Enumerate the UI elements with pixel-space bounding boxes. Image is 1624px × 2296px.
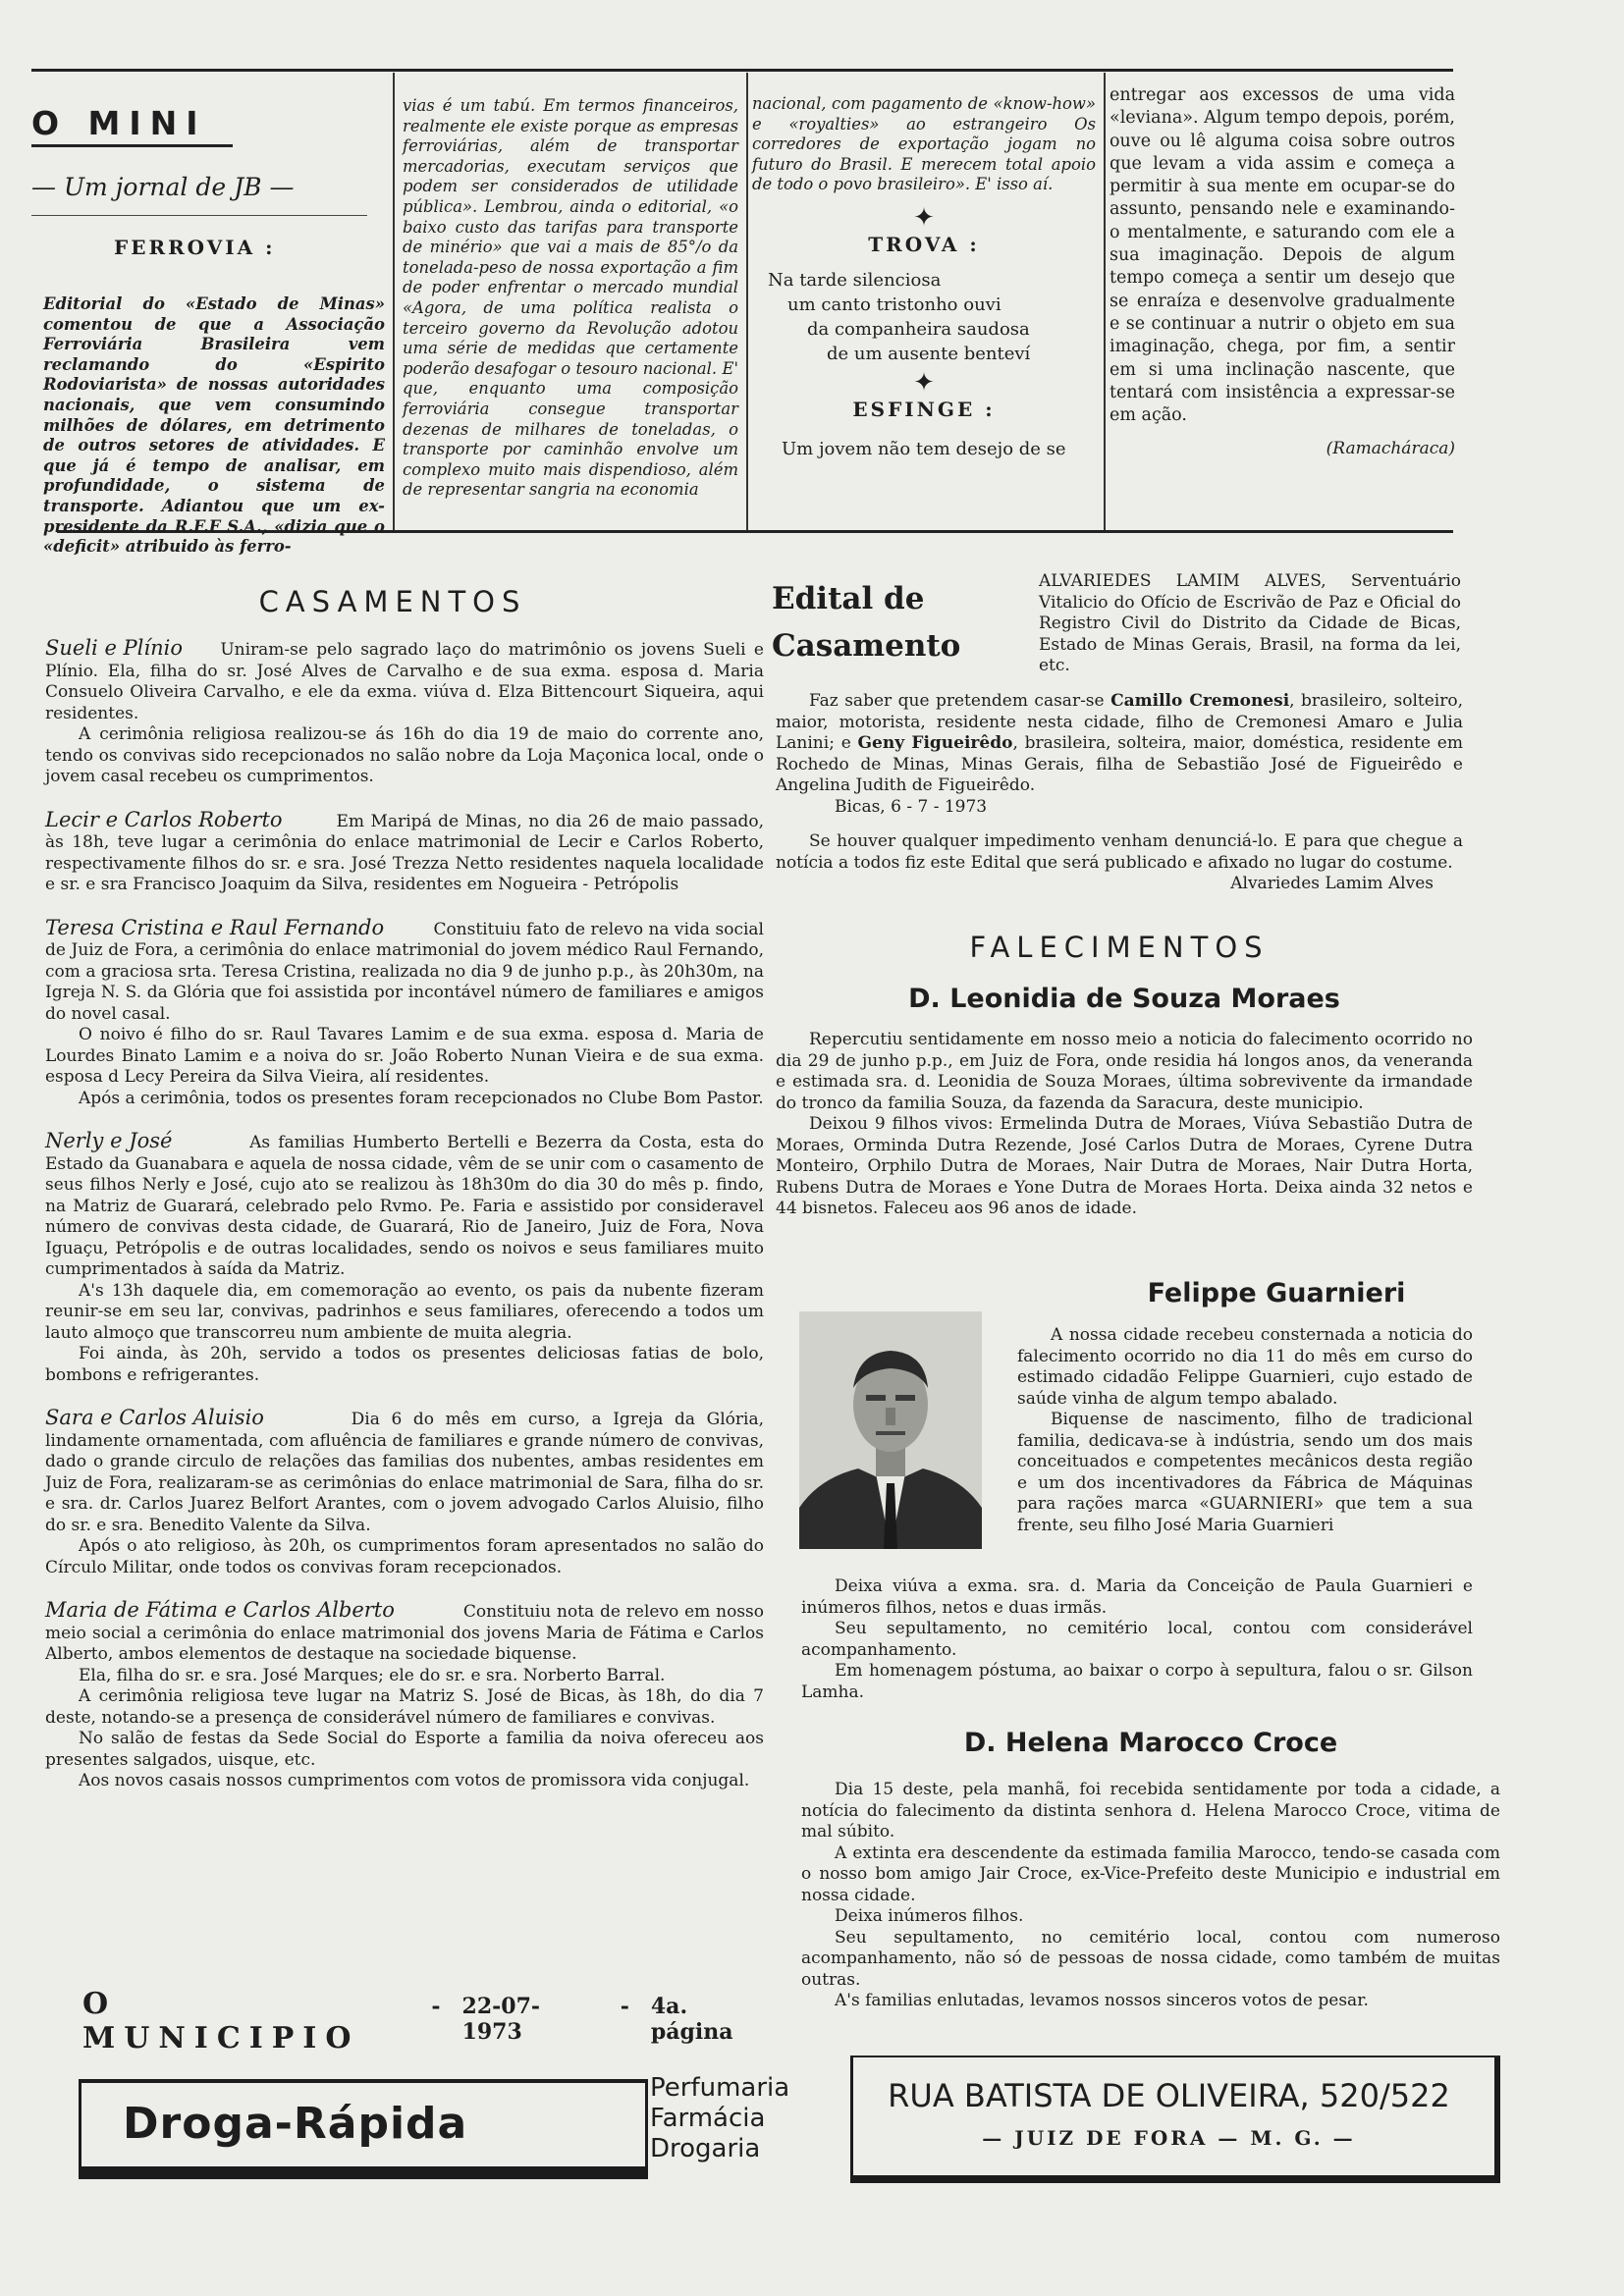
trova-line: da companheira saudosa <box>807 318 1030 340</box>
edital-title-line: Edital de <box>772 581 925 616</box>
newspaper-date: 22-07-1973 <box>461 1994 541 2045</box>
obit-entry <box>801 1728 1500 2012</box>
groom-name: Camillo Cremonesi <box>1110 691 1290 711</box>
ferrovia-heading: FERROVIA : <box>114 236 276 259</box>
wedding-text: As familias Humberto Bertelli e Bezerra da Costa, esta do Estado da Guanabara e aquela de nossa cidade, vêm de se unir com o casamento de seus filhos Nerly e José, cujo ato se realizou às 18h30m do dia 30 do mês p. findo, na Matriz de Guarará, celebrado pelo Rvmo. Pe. Faria e assistido por consideravel número de convivas desta cidade, de Guarará, Rio de Janeiro, Juiz de Fora, Nova Iguaçu, Petrópolis e de outras localidades, sendo os noivos e seus familiares muito cumprimentados à saída da Matriz. <box>45 1133 765 1279</box>
obit-name: Felippe Guarnieri <box>1147 1278 1406 1308</box>
obit-entry-continued <box>801 1576 1473 1703</box>
esfinge-author: (Ramacháraca) <box>1326 439 1455 459</box>
obit-paragraph: Deixou 9 filhos vivos: Ermelinda Dutra de Moraes, Viúva Sebastião Dutra de Moraes, Orminda Dutra Rezende, José Carlos Dutra de Moraes, Cyrene Dutra Monteiro, Orphilo Dutra de Moraes, Nair Dutra de Moraes, Nair Dutra Horta, Rubens Dutra de Moraes e Yone Dutra de Moraes Horta. Deixa ainda 32 netos e 44 bisnetos. Faleceu aos 96 anos de idade. <box>776 1114 1473 1218</box>
edital-notice: Se houver qualquer impedimento venham denunciá-lo. E para que chegue a notícia a todos fiz este Edital que será publicado e afixado no lugar do costume. <box>776 831 1463 873</box>
wedding-entry <box>45 1408 764 1578</box>
obit-paragraph: Repercutiu sentidamente em nosso meio a noticia do falecimento ocorrido no dia 29 de junho p.p., em Juiz de Fora, onde residia há longos anos, da veneranda e estimada sra. d. Leonidia de Souza Moraes, última sobrevivente da irmandade do tronco da familia Souza, da fazenda da Saracura, deste municipio. <box>776 1030 1473 1113</box>
divider <box>746 73 748 530</box>
casamentos-list <box>45 638 764 1792</box>
diamond-ornament-icon: ✦ <box>913 367 935 398</box>
edital-intro: ALVARIEDES LAMIM ALVES, Serventuário Vitalicio do Ofício de Escrivão de Paz e Oficial do Registro Civil do Distrito da Cidade de Bicas, Estado de Minas Gerais, Brasil, na forma da lei, etc. <box>1039 571 1461 675</box>
top-rule <box>31 69 1453 72</box>
wedding-names: Nerly e José <box>45 1129 173 1152</box>
casamentos-title: CASAMENTOS <box>258 585 527 618</box>
obit-paragraph: A's familias enlutadas, levamos nossos sinceros votos de pesar. <box>835 1991 1369 2010</box>
wedding-text: Uniram-se pelo sagrado laço do matrimônio os jovens Sueli e Plínio. Ela, filha do sr. José Alves de Carvalho e de sua exma. esposa d. Maria Consuelo Oliveira Carvalho, e ele da exma. viúva d. Elza Bittencourt Siqueira, aqui residentes. <box>45 640 764 723</box>
page-number: 4a. página <box>650 1994 733 2045</box>
obit-name: D. Helena Marocco Croce <box>963 1728 1338 1758</box>
esfinge-heading: ESFINGE : <box>852 397 996 421</box>
ad-service: Drogaria <box>650 2134 761 2163</box>
obit-paragraph: A extinta era descendente da estimada familia Marocco, tendo-se casada com o nosso bom amigo Jair Croce, ex-Vice-Prefeito deste Municipio e industrial em nossa cidade. <box>801 1842 1500 1905</box>
falecimentos-title: FALECIMENTOS <box>969 931 1270 964</box>
edital-text: , brasileiro, solteiro, maior, motorista, residente nesta cidade, filho de Cremonesi Amaro e Julia Lanini; e <box>776 691 1464 753</box>
wedding-text: Constituiu fato de relevo na vida social de Juiz de Fora, a cerimônia do enlace matrimonial do jovem médico Raul Fernando, com a graciosa srta. Teresa Cristina, realizada no dia 9 de junho p.p., às 20h30m, na Igreja N. S. da Glória que foi assistida por incontável número de familiares e amigos do novel casal. <box>45 919 764 1024</box>
wedding-entry <box>45 807 764 896</box>
ad-service: Perfumaria <box>650 2073 790 2103</box>
ferrovia-col2: vias é um tabú. Em termos financeiros, realmente ele existe porque as empresas ferroviárias, além de transportar mercadorias, executam serviços que podem ser considerados de utilidade pública». Lembrou, ainda o editorial, «o baixo custo das tarifas para transporte de minério» que vai a mais de 85°/o da tonelada-peso de nossa exportação a fim de poder enfrentar o mercado mundial «Agora, de uma política realista o terceiro governo da Revolução adotou uma série de medidas que certamente poderão desafogar o tesouro nacional. E' que, enquanto uma composição ferroviária consegue transportar dezenas de milhares de toneladas, o transporte por caminhão envolve um complexo muito mais dispendioso, além de representar sangria na economia <box>403 96 738 500</box>
ad-brand-name: Droga-Rápida <box>123 2099 468 2149</box>
wedding-paragraph: Após o ato religioso, às 20h, os cumprimentos foram apresentados no salão do Círculo Militar, onde todos os convivas foram recepcionados. <box>45 1536 764 1577</box>
mini-col4 <box>1110 84 1455 458</box>
mini-title-block <box>31 104 295 259</box>
esfinge-text: entregar aos excessos de uma vida «leviana». Algum tempo depois, porém, ouve ou lê alguma coisa sobre outros que levam a vida assim e começa a permitir à sua mente em ocupar-se do assunto, pensando nele e examinando-o mentalmente, e saturando com ele a sua imaginação. Depois de algum tempo começa a sentir um desejo que se enraíza e desenvolve gradualmente e se continuar a nutrir o objeto em sua imaginação, chega, por fim, a sentir em si uma inclinação nascente, que tentará com insistência a expressar-se em ação. <box>1110 85 1455 426</box>
diamond-ornament-icon: ✦ <box>913 202 935 233</box>
wedding-paragraph: Ela, filha do sr. e sra. José Marques; ele do sr. e sra. Norberto Barral. <box>79 1665 666 1685</box>
edital-body <box>776 691 1463 895</box>
wedding-paragraph: No salão de festas da Sede Social do Esporte a familia da noiva ofereceu aos presentes salgados, uisque, etc. <box>45 1729 764 1770</box>
wedding-paragraph: A cerimônia religiosa teve lugar na Matriz S. José de Bicas, às 18h, do dia 7 deste, notando-se a presença de considerável número de familiares e convivas. <box>45 1686 764 1728</box>
divider <box>1104 73 1106 530</box>
portrait-photo <box>799 1311 982 1549</box>
wedding-text: Constituiu nota de relevo em nosso meio social a cerimônia do enlace matrimonial dos jovens Maria de Fátima e Carlos Alberto, ambos elementos de destaque na sociedade biquense. <box>45 1602 764 1664</box>
bride-name: Geny Figueirêdo <box>857 733 1013 753</box>
newspaper-name: O MUNICIPIO <box>82 1987 360 2056</box>
divider <box>393 73 395 530</box>
wedding-paragraph: A cerimônia religiosa realizou-se ás 16h do dia 19 de maio do corrente ano, tendo os convivas sido recepcionados no salão nobre da Loja Maçonica local, onde o jovem casal recebeu os cumprimentos. <box>45 724 764 786</box>
wedding-paragraph: A's 13h daquele dia, em comemoração ao evento, os pais da nubente fizeram reunir-se em seu lar, convivas, padrinhos e seus familiares, oferecendo a todos um lauto almoço que transcorreu num ambiente de muita alegria. <box>45 1280 764 1343</box>
wedding-names: Maria de Fátima e Carlos Alberto <box>45 1598 395 1622</box>
wedding-names: Sara e Carlos Aluisio <box>45 1406 264 1429</box>
wedding-names: Sueli e Plínio <box>45 636 183 660</box>
obit-paragraph: Deixa viúva a exma. sra. d. Maria da Conceição de Paula Guarnieri e inúmeros filhos, netos e duas irmãs. <box>801 1576 1473 1618</box>
trova-line: um canto tristonho ouvi <box>787 294 1001 315</box>
wedding-entry <box>45 1131 764 1386</box>
obit-paragraph: Seu sepultamento, no cemitério local, contou com numeroso acompanhamento, não só de pessoas de nossa cidade, como também de muitas outras. <box>801 1927 1500 1990</box>
obit-name: D. Leonidia de Souza Moraes <box>908 984 1340 1014</box>
trova-poem <box>752 268 1096 366</box>
esfinge-text-start: Um jovem não tem desejo de se <box>782 438 1066 459</box>
wedding-entry <box>45 1600 764 1792</box>
wedding-paragraph: Foi ainda, às 20h, servido a todos os presentes deliciosas fatias de bolo, bombons e refrigerantes. <box>45 1344 764 1385</box>
wedding-names: Lecir e Carlos Roberto <box>45 807 283 831</box>
wedding-names: Teresa Cristina e Raul Fernando <box>45 915 385 939</box>
obit-paragraph: Em homenagem póstuma, ao baixar o corpo à sepultura, falou o sr. Gilson Lamha. <box>801 1661 1473 1702</box>
newspaper-footer: O MUNICIPIO - 22-07-1973 - 4a. página <box>82 1987 776 2056</box>
ad-address: RUA BATISTA DE OLIVEIRA, 520/522 <box>888 2077 1450 2114</box>
trova-line: de um ausente benteví <box>827 343 1031 364</box>
ad-services <box>650 2073 846 2164</box>
wedding-text: Dia 6 do mês em curso, a Igreja da Glória, lindamente ornamentada, com afluência de familiares e grande número de convivas, dado o grande circulo de relações das familias dos nubentes, ambas residentes em Juiz de Fora, realizaram-se as cerimônias do enlace matrimonial de Sara, filha do sr. e sra. dr. Carlos Juarez Belfort Arantes, com o jovem advogado Carlos Aluisio, filho do sr. e sra. Benedito Valente da Silva. <box>45 1410 765 1535</box>
mini-subtitle: — Um jornal de JB — <box>31 173 295 201</box>
wedding-paragraph: Aos novos casais nossos cumprimentos com votos de promissora vida conjugal. <box>79 1771 750 1790</box>
obit-paragraph: Dia 15 deste, pela manhã, foi recebida sentidamente por toda a cidade, a notícia do falecimento da distinta senhora d. Helena Marocco Croce, vitima de mal súbito. <box>801 1780 1500 1842</box>
ad-service: Farmácia <box>650 2104 766 2133</box>
wedding-paragraph: Após a cerimônia, todos os presentes foram recepcionados no Clube Bom Pastor. <box>79 1088 764 1108</box>
ad-city: — JUIZ DE FORA — M. G. — <box>982 2126 1356 2150</box>
ad-brand-box <box>79 2079 648 2179</box>
edital-text: , brasileira, solteira, maior, doméstica, residente em Rochedo de Minas, Minas Gerais, filha de Sebastião José de Figueirêdo e Angelina Judith de Figueirêdo. <box>776 733 1463 795</box>
obit-entry <box>776 984 1473 1220</box>
obit-paragraph: Biquense de nascimento, filho de tradicional familia, dedicava-se à indústria, sendo um dos mais conceituados e competentes mecânicos desta região e um dos incentivadores da Fábrica de Máquinas para rações marca «GUARNIERI» que tem a sua frente, seu filho José Maria Guarnieri <box>1017 1410 1473 1535</box>
edital-date: Bicas, 6 - 7 - 1973 <box>835 796 988 817</box>
ad-address-box <box>850 2056 1500 2183</box>
mini-title: O MINI <box>31 104 233 147</box>
obit-paragraph: A nossa cidade recebeu consternada a noticia do falecimento ocorrido no dia 11 do mês em curso do estimado cidadão Felippe Guarnieri, cujo estado de saúde vinha de algum tempo abalado. <box>1017 1325 1473 1409</box>
edital-title-line: Casamento <box>772 628 961 664</box>
wedding-entry <box>45 915 764 1110</box>
wedding-text: Em Maripá de Minas, no dia 26 de maio passado, às 18h, teve lugar a cerimônia do enlace matrimonial de Lecir e Carlos Roberto, respectivamente filhos do sr. e sra. José Trezza Netto residentes naquela localidade e sr. e sra Francisco Joaquim da Silva, residentes em Nogueira - Petrópolis <box>45 811 764 894</box>
obit-paragraph: Seu sepultamento, no cemitério local, contou com considerável acompanhamento. <box>801 1619 1473 1660</box>
ferrovia-col3: nacional, com pagamento de «know-how» e «royalties» ao estrangeiro Os corredores de exportação jogam no futuro do Brasil. E merecem total apoio de todo o povo brasileiro». E' isso aí. <box>752 94 1096 194</box>
edital-signature: Alvariedes Lamim Alves <box>1230 874 1434 893</box>
wedding-entry <box>45 638 764 788</box>
edital-text: Faz saber que pretendem casar-se <box>809 691 1111 711</box>
portrait-image <box>799 1311 982 1549</box>
obit-entry <box>1017 1325 1473 1536</box>
trova-line: Na tarde silenciosa <box>768 269 942 291</box>
trova-heading: TROVA : <box>868 232 980 256</box>
ferrovia-col1: Editorial do «Estado de Minas» comentou de que a Associação Ferroviária Brasileira vem reclamando do «Espirito Rodoviarista» de nossas autoridades nacionais, que vem consumindo milhões de dólares, em detrimento de outros setores de atividades. E que já é tempo de analisar, em profundidade, o sistema de transporte. Adiantou que um ex-presidente da R.F.F S.A., «dizia que o «deficit» atribuido às ferro- <box>43 294 385 557</box>
wedding-paragraph: O noivo é filho do sr. Raul Tavares Lamim e de sua exma. esposa d. Maria de Lourdes Binato Lamim e a noiva do sr. João Roberto Nunan Vieira e de sua exma. esposa d Lecy Pereira da Silva Vieira, alí residentes. <box>45 1025 764 1087</box>
obit-paragraph: Deixa inúmeros filhos. <box>835 1906 1024 1926</box>
mini-col3 <box>752 94 1096 459</box>
edital-title <box>772 575 961 669</box>
